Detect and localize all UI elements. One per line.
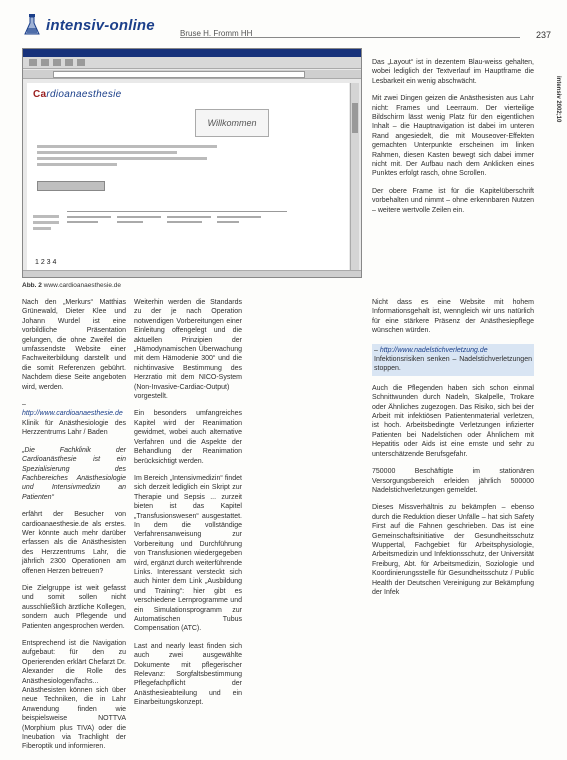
- lab-flask-icon: [24, 14, 40, 36]
- article-column-2: [134, 298, 242, 716]
- paragraph: Im Bereich „Intensivmedizin“ findet sich derzeit lediglich ein Skript zur Therapie und Sepsis ... zurzeit bieten ist das Kapitel „Transfusionswesen“ ausgestattet. In dem die vollständige Verfahrensanweisung zur Vorbereitung und Durchführung von Transfusionen wiedergegeben wird, ergänzt durch weiterführende Links. Interessant versteckt sich auch hinter dem Link „Ausbildung und Training“: hier gibt es verschiedene Lernprogramme und ein Simulationsprogramm zur Automatischen Tubus Compensation (ATC).: [134, 474, 242, 633]
- home-icon: [77, 59, 85, 66]
- site-logo: Cardioanaesthesie: [33, 89, 122, 100]
- paragraph: Ein besonders umfangreiches Kapitel wird der Reanimation gewidmet, wobei auch alternative Verfahren und die Aspekte der Behandlung der Reanimation berücksichtigt werden.: [134, 410, 242, 465]
- quote: „Die Fachklinik der Cardioanästhesie ist ein Spezialisierung des Fachbereiches Anästhesiologie und Intensivmedizin an Patienten“: [22, 446, 126, 501]
- brand-title: intensiv-online: [46, 16, 155, 34]
- paragraph: Die Zielgruppe ist weit gefasst und somit sollen nicht ausschließlich ärztliche Kollegen, sondern auch Pflegende und Patienten angesprochen werden.: [22, 584, 126, 630]
- address-field: [53, 71, 305, 78]
- back-icon: [29, 59, 37, 66]
- stop-icon: [53, 59, 61, 66]
- paragraph: Nicht dass es eine Website mit hohem Informationsgehalt ist, wenngleich wir uns natürlich für eine stärkere Präsenz der Anästhesiepflege wünschen würden.: [372, 299, 534, 335]
- publisher-line: Bruse H. Fromm HH: [180, 29, 253, 38]
- paragraph: Dieses Missverhältnis zu bekämpfen – ebenso durch die Reduktion dieser Unfälle – hat sich Safety First auf die Fahnen geschrieben. Das ist eine Gemeinschaftsinitiative der Gesundheitsschutz Wuppertal, Fachgebiet für Arbeitsphysiologie, Arbeitsmedizin und Infektionsschutz, der Universität Freiburg, Abt. für Arbeitsmedizin, Soziologie und Koordinierungsstelle für Gesundheitsschutz / Public Health der Deutschen Vereinigung zur Bekämpfung der Infek: [372, 504, 534, 596]
- link-list: [22, 400, 126, 438]
- refresh-icon: [65, 59, 73, 66]
- browser-title-bar: [23, 49, 361, 57]
- paragraph: Nach den „Merkurs“ Matthias Grünewald, Dieter Klee und Johann Wurdel ist eine vorbildliche Präsentation gelungen, die ohne Zweifel die umfassendste Website einer Fachweiterbildung darstellt und die somit Referenzen gebührt. Nachdem diese Seite angeboten wird, werden.: [22, 299, 126, 391]
- link-description: Klinik für Anästhesiologie des Herzzentrums Lahr / Baden: [22, 419, 126, 437]
- bottom-navigation: [67, 211, 287, 242]
- link-description: Infektionsrisiken senken – Nadelstichverletzungen stoppen.: [374, 356, 532, 373]
- figure-caption: Abb. 2 www.cardioanaesthesie.de: [22, 282, 122, 289]
- website-page: [27, 83, 349, 271]
- paragraph: Last and nearly least finden sich auch zwei ausgewählte Dokumente mit pflegerischer Relevanz: Sorgfaltsbestimmung Pflegefachpflicht der Anästhesieabteilung und ein Einarbeitungskonzept.: [134, 642, 242, 707]
- highlight-box: [372, 344, 534, 376]
- page-text-block: [37, 145, 237, 169]
- article-column-4: [372, 298, 534, 605]
- welcome-banner: Willkommen: [195, 109, 269, 137]
- article-column-1: [22, 298, 126, 760]
- address-bar: [23, 70, 361, 79]
- link-cardioanaesthesie[interactable]: http://www.cardioanaesthesie.de: [22, 410, 123, 418]
- paragraph: Auch die Pflegenden haben sich schon einmal Schnittwunden durch Nadeln, Skalpelle, Trokare oder Ähnliches zugezogen. Das Risiko, sich bei der Arbeit mit infektiösen Patientenmaterial verletzen, ist hoch. Arbeitsbedingte Verletzungen infizierter Patienten bei Nadelstichen oder Ähnlichem mit Hepatitis oder Aids ist eine ernste und sehr zu unterschätzende Berufsgefahr.: [372, 384, 534, 458]
- browser-screenshot-figure: [22, 48, 362, 278]
- vertical-journal-label: intensiv 2002;10: [555, 76, 561, 123]
- header-rule: [180, 37, 520, 38]
- scroll-thumb: [352, 103, 358, 133]
- site-button: [37, 181, 105, 191]
- link-nadelstichverletzung[interactable]: http://www.nadelstichverletzung.de: [379, 346, 488, 354]
- article-column-right-top: [372, 58, 534, 223]
- browser-toolbar: [23, 57, 361, 69]
- status-bar: [23, 270, 361, 277]
- page-number: 237: [535, 30, 551, 40]
- paragraph: Der obere Frame ist für die Kapitelüberschrift vorbehalten und nimmt – ohne erkennbaren Nutzen – weitere wertvolle Zeilen ein.: [372, 187, 534, 214]
- paragraph: Das „Layout“ ist in dezentem Blau-weiss gehalten, wobei lediglich der Textverlauf im Hauptframe die Lesbarkeit ein wenig abschwächt.: [372, 59, 534, 85]
- page-numbers: 1 2 3 4: [35, 259, 57, 266]
- paragraph: Weiterhin werden die Standards zu der je nach Operation notwendigen Vorbereitungen einer Einleitung offengelegt und die aktuellen Prinzipien der „Hämodynamischen Überwachung mit dem Hämodenie 300“ und die nichtinvasive Bestimmung des Herzratio mit dem NICO-System (Non-Invasive-Cardiac-Output) vorgestellt.: [134, 299, 242, 401]
- left-frame-menu: [33, 215, 59, 233]
- paragraph: 750000 Beschäftigte im stationären Versorgungsbereich erleiden jährlich 500000 Nadelstichverletzungen gemeldet.: [372, 468, 534, 494]
- forward-icon: [41, 59, 49, 66]
- paragraph: erfährt der Besucher von cardioanaesthesie.de als erstes. Wer könnte auch mehr darüber erfassen als die Anästhesisten des Herzzentrums Lahr, die jährlich 2300 Operationen am offenen Herzen betreuen?: [22, 511, 126, 575]
- masthead-logo: [24, 14, 155, 36]
- scrollbar: [350, 83, 359, 271]
- paragraph: Entsprechend ist die Navigation aufgebaut: für den zu Operierenden erklärt Chefarzt Dr. Alexander die Rolle des Anästhesiologen/fachs... Anästhesisten können sich über neue Techniken, die in Lahr Anwendung finden wie beispielsweise NOTTVA (Morphium plus TIVA) oder die Ineubation via Trachlight der Fiberoptik und informieren.: [22, 640, 126, 751]
- paragraph: Mit zwei Dingen geizen die Anästhesisten aus Lahr nicht: Frames und Leerraum. Der vierteilige Bildschirm lässt wenig Platz für den eigentlichen Inhalt – die Hauptnavigation ist dabei im unteren Rand angesiedelt, die mit Mouseover-Effekten gemachten Unterpunkte erscheinen im linken Rahmen, diesen Kasten bewegt sich dabei immer nicht mit. Der Aufbau nach dem Anklicken eines Punktes erfolgt rasch, ohne Scrollen.: [372, 95, 534, 178]
